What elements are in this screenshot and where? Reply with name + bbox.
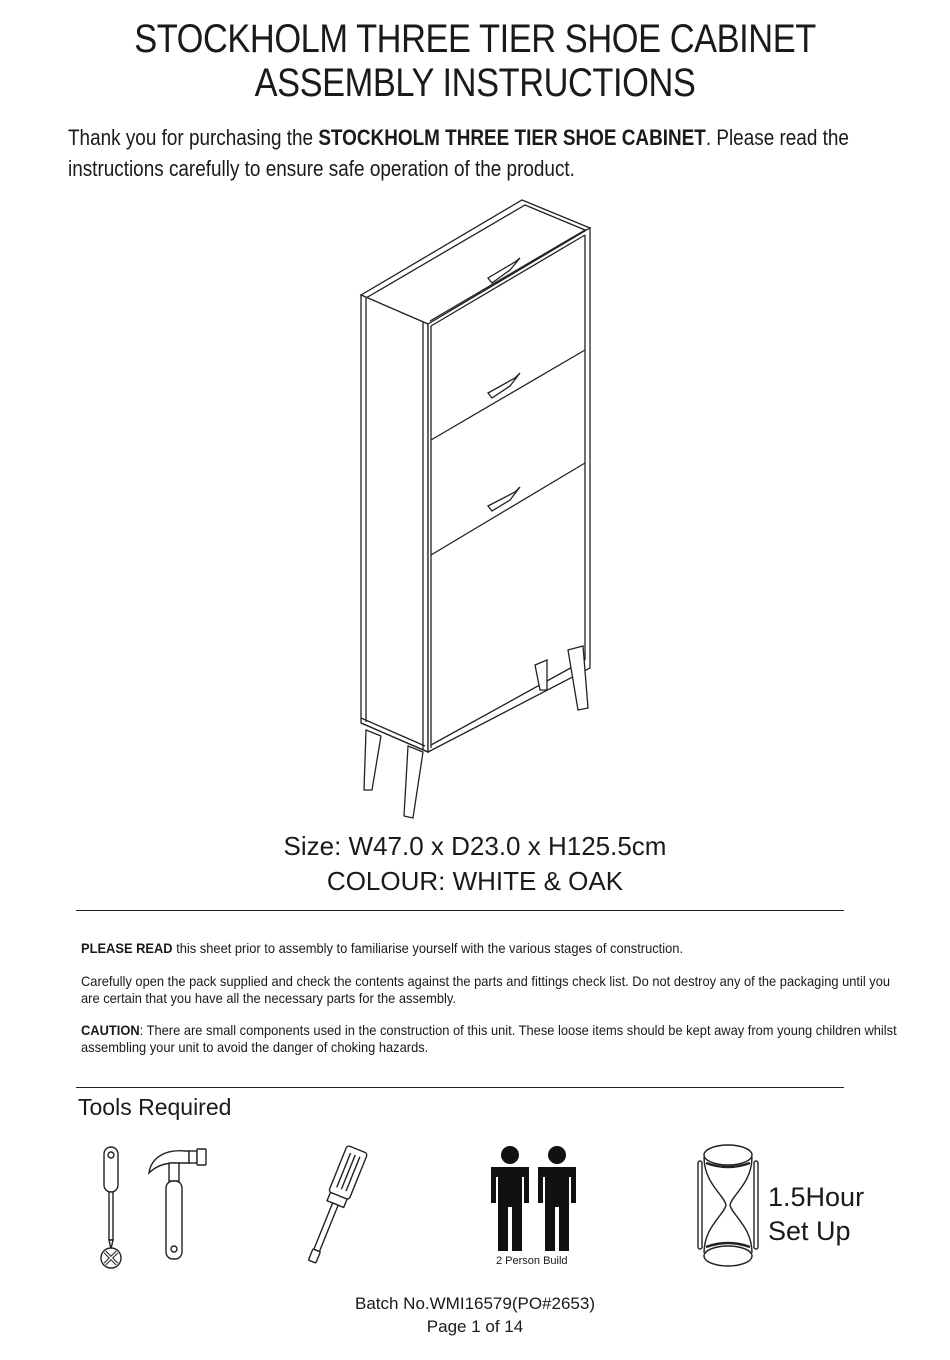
caution-label: CAUTION [81, 1022, 140, 1038]
document-title-line1: STOCKHOLM THREE TIER SHOE CABINET [134, 17, 816, 61]
product-size: Size: W47.0 x D23.0 x H125.5cm [283, 831, 667, 861]
caution-text: : There are small components used in the construction of this unit. These loose items should be kept away from young children whilst assembling your unit to avoid the danger of choking hazards. [81, 1022, 897, 1055]
divider [76, 1087, 844, 1088]
please-read-note [81, 940, 909, 957]
page-number: Page 1 of 14 [426, 1317, 524, 1336]
setup-time [768, 1180, 864, 1248]
shoe-cabinet-drawing-icon [340, 190, 620, 830]
two-person-caption: 2 Person Build [496, 1255, 568, 1267]
phillips-screwdriver-icon [96, 1145, 128, 1270]
intro-prefix: Thank you for purchasing the [68, 125, 319, 150]
document-title-line2: ASSEMBLY INSTRUCTIONS [254, 61, 696, 105]
two-person-icon [488, 1145, 580, 1253]
divider [76, 910, 844, 911]
setup-time-label: Set Up [768, 1216, 851, 1246]
flathead-screwdriver-icon [300, 1143, 370, 1268]
pack-check-note: Carefully open the pack supplied and check the contents against the parts and fittings check list. Do not destroy any of the packaging until you are certain that you have all the necessary parts for the assembly. [81, 973, 891, 1006]
hammer-icon [145, 1143, 210, 1263]
hourglass-icon [696, 1143, 760, 1268]
please-read-text: this sheet prior to assembly to familiarise yourself with the various stages of construction. [172, 940, 684, 956]
intro-paragraph [68, 122, 928, 184]
setup-time-duration: 1.5Hour [768, 1182, 865, 1212]
please-read-label: PLEASE READ [81, 940, 173, 956]
intro-product-name: STOCKHOLM THREE TIER SHOE CABINET [318, 125, 706, 150]
product-colour: COLOUR: WHITE & OAK [326, 866, 624, 896]
batch-number: Batch No.WMI16579(PO#2653) [354, 1294, 595, 1313]
intro-suffix: . Please read the instructions carefully to ensure safe operation of the product. [68, 125, 849, 181]
caution-note [81, 1022, 909, 1056]
tools-required-heading: Tools Required [78, 1094, 232, 1120]
